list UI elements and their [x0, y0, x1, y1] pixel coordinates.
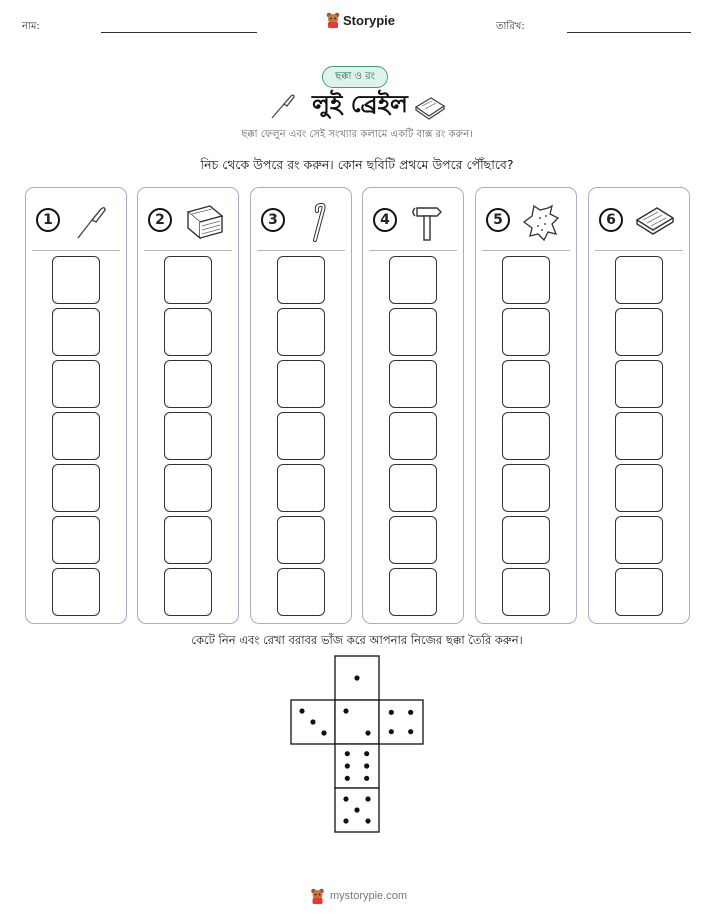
cut-instruction: কেটে নিন এবং রেখা বরাবর ভাঁজ করে আপনার নিজের ছক্কা তৈরি করুন।: [191, 633, 523, 647]
die-face-5: [335, 788, 379, 832]
column-number: 3: [261, 208, 285, 232]
die-pip: [389, 710, 394, 715]
die-pip: [365, 730, 370, 735]
die-pip: [365, 818, 370, 823]
die-pip: [343, 708, 348, 713]
die-pip: [408, 729, 413, 734]
die-pip: [345, 776, 350, 781]
footer-url: mystorypie.com: [330, 890, 408, 902]
die-pip: [364, 776, 369, 781]
die-pip: [321, 730, 326, 735]
die-face-6: [335, 744, 379, 788]
name-label: নাম:: [22, 21, 40, 32]
die-pip: [389, 729, 394, 734]
die-pip: [299, 708, 304, 713]
column-number: 5: [486, 208, 510, 232]
column-number: 4: [373, 208, 397, 232]
page-title: লুই ব্রেইল: [312, 90, 408, 118]
storypie-bear-icon: [310, 888, 325, 904]
die-pip: [343, 796, 348, 801]
brand-name: Storypie: [343, 12, 396, 28]
die-pip: [343, 818, 348, 823]
instruction: নিচ থেকে উপরে রং করুন। কোন ছবিটি প্রথমে উপরে পৌঁছাবে?: [200, 157, 514, 172]
column-number: 2: [148, 208, 172, 232]
die-face-1: [335, 656, 379, 700]
die-pip: [310, 719, 315, 724]
footer: [310, 888, 407, 904]
subtitle: ছক্কা ফেলুন এবং সেই সংখ্যার কলামে একটি বাক্স রং করুন।: [241, 129, 473, 140]
die-face-4: [379, 700, 423, 744]
die-pip: [345, 751, 350, 756]
die-pip: [345, 763, 350, 768]
die-pip: [354, 675, 359, 680]
date-label: তারিখ:: [496, 21, 525, 32]
die-pip: [364, 751, 369, 756]
column-number: 6: [599, 208, 623, 232]
column-number: 1: [36, 208, 60, 232]
die-pip: [408, 710, 413, 715]
die-face-2: [335, 700, 379, 744]
die-pip: [364, 763, 369, 768]
die-pip: [354, 807, 359, 812]
die-pip: [365, 796, 370, 801]
game-type-badge: ছক্কা ও রং: [322, 66, 388, 88]
die-face-3: [291, 700, 335, 744]
